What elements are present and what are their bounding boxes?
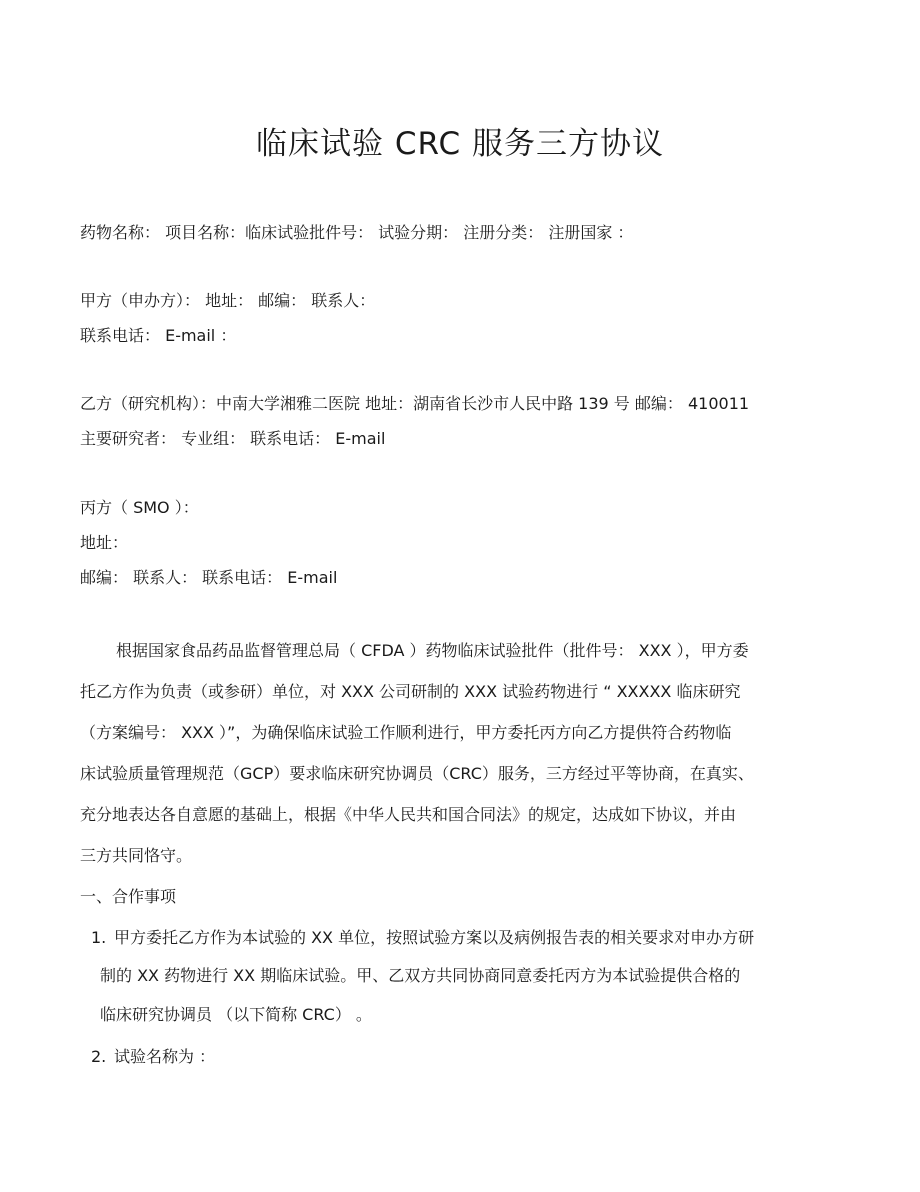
document-title: 临床试验 CRC 服务三方协议 xyxy=(256,126,664,162)
party-a-line-1: 甲方（申办方）： 地址： 邮编： 联系人： xyxy=(80,291,376,310)
intro-line-3: （方案编号： XXX ）”，为确保临床试验工作顺利进行，甲方委托丙方向乙方提供符合药物临 xyxy=(80,723,732,742)
intro-line-1: 根据国家食品药品监督管理总局（ CFDA ）药物临床试验批件（批件号： XXX ），甲方委 xyxy=(116,641,749,660)
item-1-line-2: 制的 XX 药物进行 XX 期临床试验。甲、乙双方共同协商同意委托丙方为本试验提供合格的 xyxy=(100,966,741,985)
party-b-line-1: 乙方（研究机构）：中南大学湘雅二医院 地址：湖南省长沙市人民中路 139 号 邮编： 410011 xyxy=(80,394,750,413)
item-2-text: 试验名称为 ： xyxy=(114,1047,216,1066)
intro-line-6: 三方共同恪守。 xyxy=(80,846,193,865)
header-fields: 药物名称： 项目名称：临床试验批件号： 试验分期： 注册分类： 注册国家 ： xyxy=(80,223,634,242)
intro-line-5: 充分地表达各自意愿的基础上，根据《中华人民共和国合同法》的规定，达成如下协议，并由 xyxy=(80,805,737,824)
item-1-number: 1. xyxy=(91,928,107,947)
intro-line-4: 床试验质量管理规范（GCP）要求临床研究协调员（CRC）服务，三方经过平等协商，在真实、 xyxy=(80,764,754,783)
item-2-number: 2. xyxy=(91,1047,107,1066)
party-c-line-1: 丙方（ SMO ）： xyxy=(80,498,199,517)
intro-line-2: 托乙方作为负责（或参研）单位，对 XXX 公司研制的 XXX 试验药物进行 “ XXXXX 临床研究 xyxy=(80,682,741,701)
item-1-line-1: 甲方委托乙方作为本试验的 XX 单位，按照试验方案以及病例报告表的相关要求对申办方研 xyxy=(114,928,755,947)
party-c-line-3: 邮编： 联系人： 联系电话： E-mail xyxy=(80,568,338,587)
section-1-heading: 一、合作事项 xyxy=(80,887,177,906)
party-b-line-2: 主要研究者： 专业组： 联系电话： E-mail xyxy=(80,429,386,448)
party-a-line-2: 联系电话： E-mail ： xyxy=(80,326,237,345)
item-1-line-3: 临床研究协调员 （以下简称 CRC） 。 xyxy=(100,1005,372,1024)
party-c-line-2: 地址： xyxy=(80,533,129,552)
